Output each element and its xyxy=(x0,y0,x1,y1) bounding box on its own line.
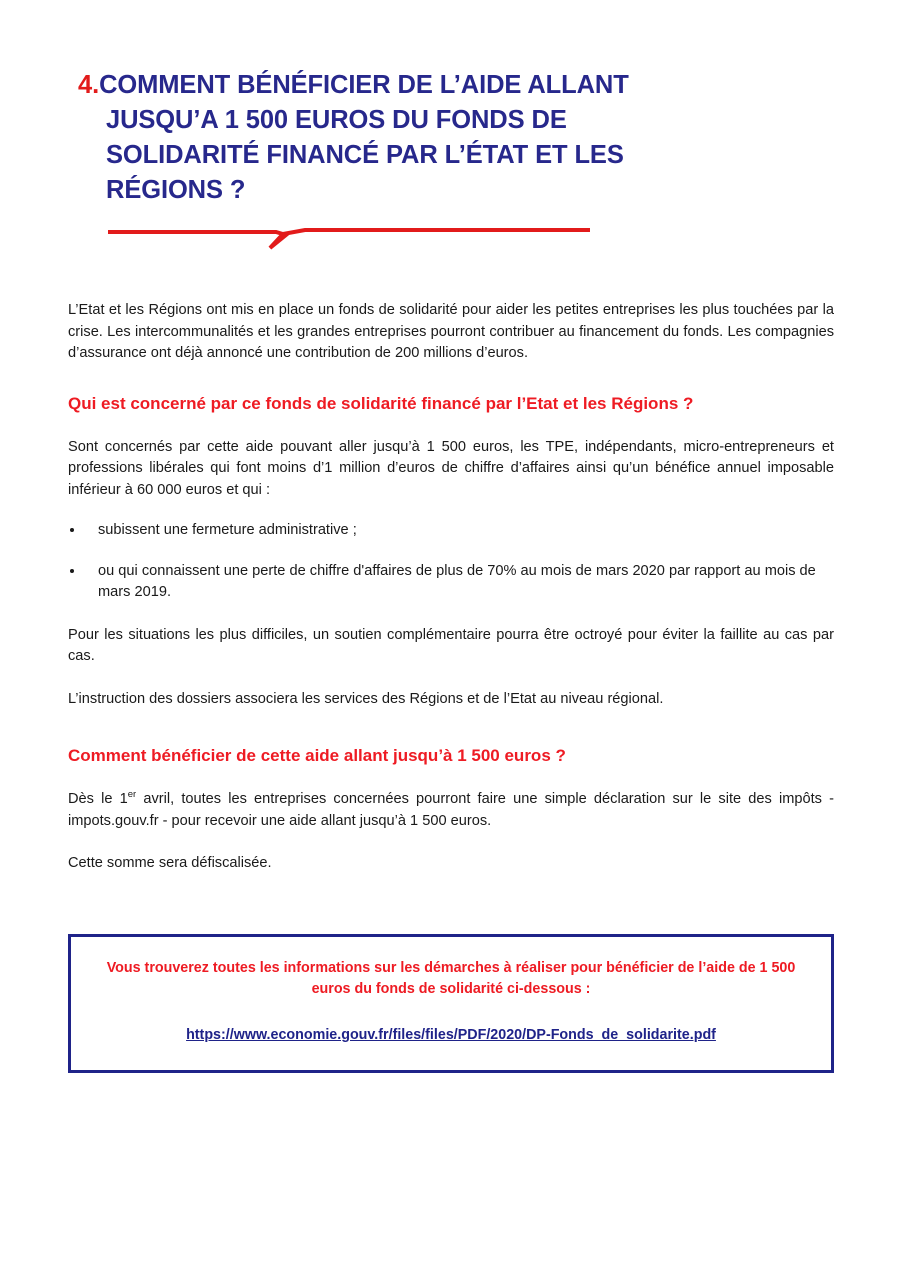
title-line-3: SOLIDARITÉ FINANCÉ PAR L’ÉTAT ET LES xyxy=(106,141,624,169)
title-line-1 xyxy=(78,68,778,103)
info-callout-box xyxy=(68,934,834,1073)
eligibility-bullet-list xyxy=(68,520,834,604)
list-item-text: subissent une fermeture administrative ; xyxy=(98,522,357,538)
title-line-1-text: COMMENT BÉNÉFICIER DE L’AIDE ALLANT xyxy=(99,71,629,99)
section-number: 4. xyxy=(78,71,100,99)
intro-paragraph: L’Etat et les Régions ont mis en place un fonds de solidarité pour aider les petites entreprises les plus touchées par la crise. Les intercommunalités et les grandes entreprises pourront contribuer au financement du fonds. Les compagnies d’assurance ont déjà annoncé une contribution de 200 millions d’euros. xyxy=(68,302,834,361)
paragraph-des-le-1er-avril xyxy=(68,789,834,832)
document-body xyxy=(68,300,834,875)
ordinal-suffix: er xyxy=(127,789,137,801)
paragraph-defiscalisee: Cette somme sera défiscalisée. xyxy=(68,855,272,871)
bullet-dot-icon xyxy=(70,528,74,532)
paragraph-sont-concernes: Sont concernés par cette aide pouvant aller jusqu’à 1 500 euros, les TPE, indépendants, micro-entrepreneurs et professions libérales qui font moins d’1 million d’euros de chiffre d’affaires ainsi qu’un bénéfice annuel imposable inférieur à 60 000 euros et qui : xyxy=(68,438,834,498)
decorative-red-rule-icon xyxy=(100,218,610,254)
list-item-text: ou qui connaissent une perte de chiffre d'affaires de plus de 70% au mois de mars 2020 par rapport au mois de mars 2019. xyxy=(98,562,816,600)
bullet-dot-icon xyxy=(70,569,74,573)
fonds-solidarite-pdf-link[interactable]: https://www.economie.gouv.fr/files/files/PDF/2020/DP-Fonds_de_solidarite.pdf xyxy=(186,1027,716,1043)
paragraph-4-part-1: Dès le 1 xyxy=(68,791,128,807)
callout-link-wrapper xyxy=(93,1026,809,1044)
page-title xyxy=(78,68,778,208)
paragraph-instruction-dossiers: L’instruction des dossiers associera les services des Régions et de l’Etat au niveau régional. xyxy=(68,690,664,707)
list-item xyxy=(68,520,834,542)
callout-message: Vous trouverez toutes les informations sur les démarches à réaliser pour bénéficier de l’aide de 1 500 euros du fonds de solidarité ci-dessous : xyxy=(106,960,796,997)
list-item xyxy=(68,561,834,604)
paragraph-4-part-2: avril, toutes les entreprises concernées pourront faire une simple déclaration sur le site des impôts - impots.gouv.fr - pour recevoir une aide allant jusqu’à 1 500 euros. xyxy=(68,791,834,829)
heading-comment-beneficier: Comment bénéficier de cette aide allant jusqu’à 1 500 euros ? xyxy=(68,746,566,765)
heading-qui-est-concerne: Qui est concerné par ce fonds de solidarité financé par l’Etat et les Régions ? xyxy=(68,393,694,413)
title-line-2: JUSQU’A 1 500 EUROS DU FONDS DE xyxy=(106,106,567,134)
paragraph-situations-difficiles: Pour les situations les plus difficiles, un soutien complémentaire pourra être octroyé pour éviter la faillite au cas par cas. xyxy=(68,626,834,664)
title-line-4: RÉGIONS ? xyxy=(106,176,246,204)
